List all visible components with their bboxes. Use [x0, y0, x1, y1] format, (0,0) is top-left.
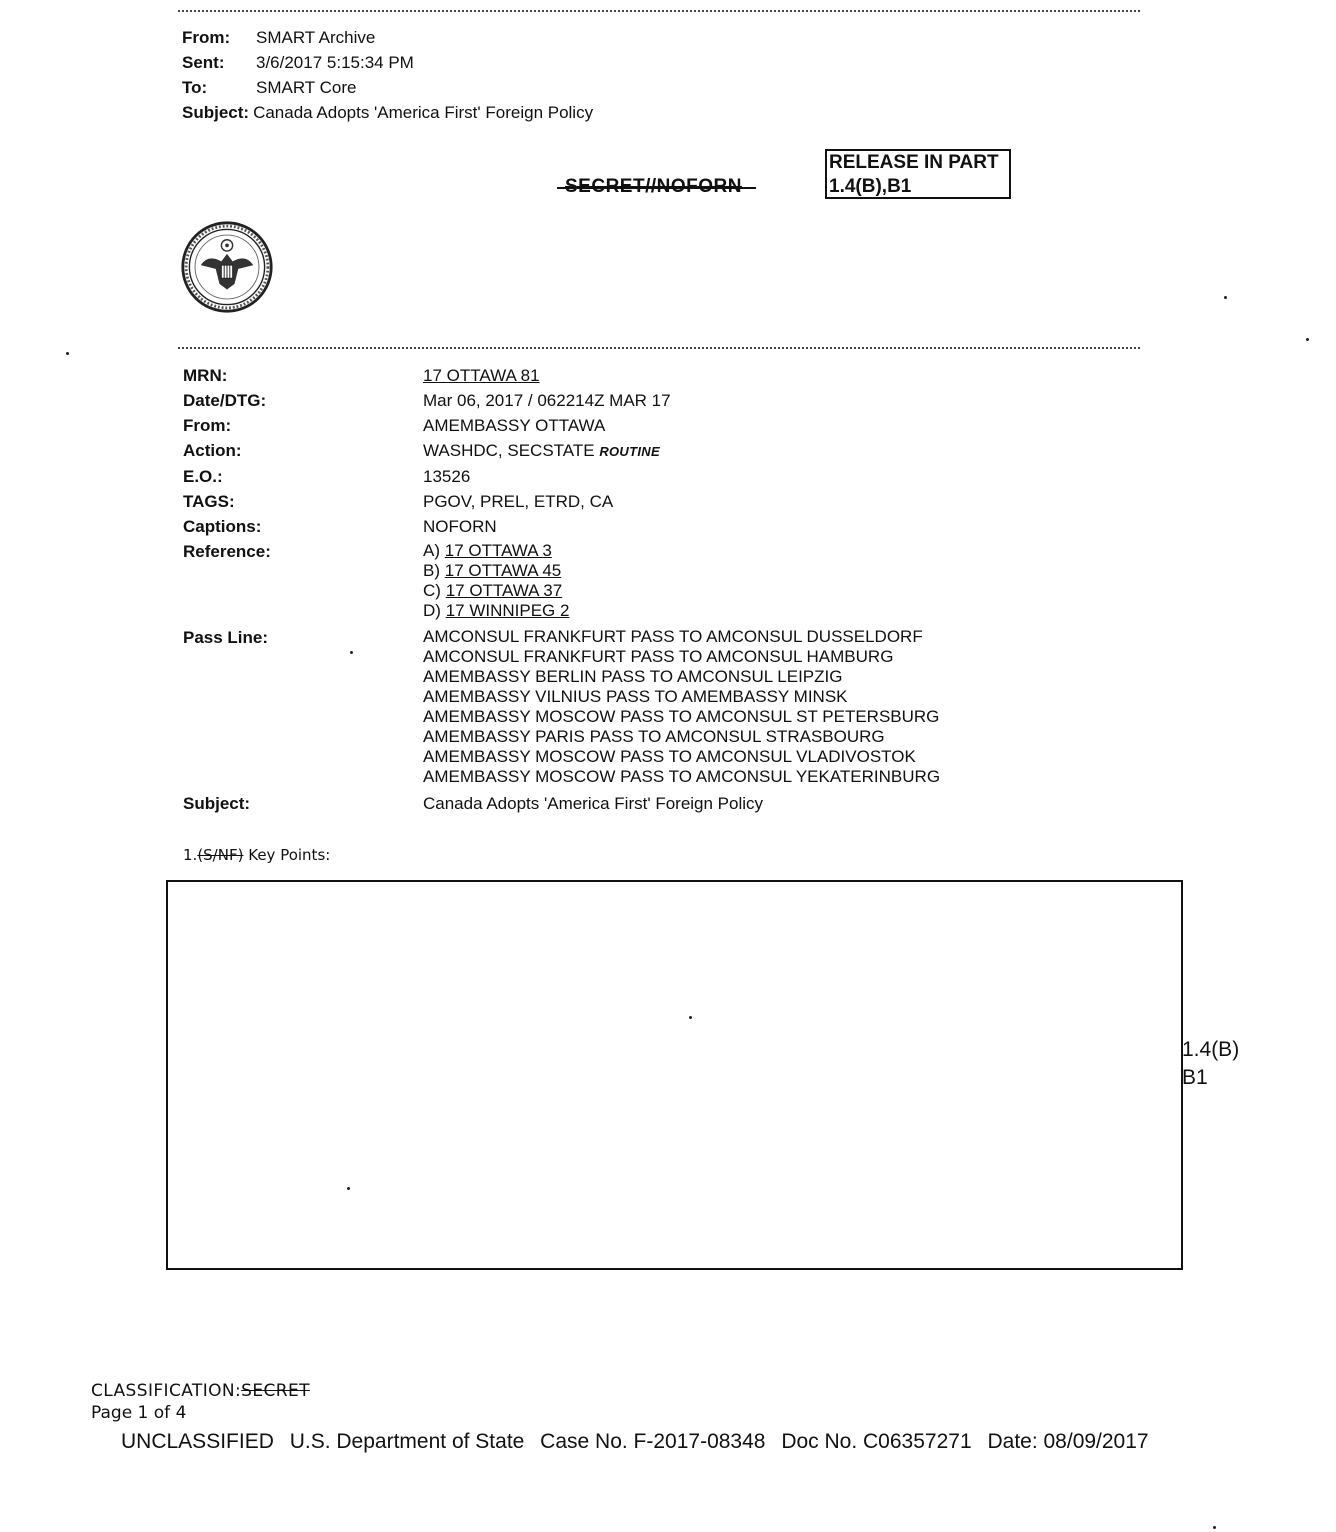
pass-line-item: AMEMBASSY VILNIUS PASS TO AMEMBASSY MINSK [423, 687, 848, 706]
key-points-label: Key Points: [248, 846, 331, 864]
reference-link[interactable]: 17 OTTAWA 3 [444, 541, 552, 560]
release-in-part-stamp [825, 149, 1011, 199]
reference-link[interactable]: 17 OTTAWA 37 [445, 581, 563, 600]
redacted-content-box [166, 880, 1183, 1270]
action-value [423, 438, 660, 464]
email-sent-value: 3/6/2017 5:15:34 PM [256, 53, 414, 72]
footer-unclassified: UNCLASSIFIED [121, 1430, 274, 1453]
scan-speck [689, 1016, 692, 1019]
email-from-row [182, 25, 593, 50]
reference-link[interactable]: 17 WINNIPEG 2 [445, 601, 570, 620]
date-value: Mar 06, 2017 / 062214Z MAR 17 [423, 391, 671, 410]
action-recipient: WASHDC, SECSTATE [423, 441, 595, 460]
tags-row [183, 489, 940, 514]
scan-speck [1213, 1526, 1216, 1529]
eo-value: 13526 [423, 467, 471, 486]
reference-label: Reference: [183, 542, 271, 561]
pass-line-list [423, 625, 940, 791]
reference-link[interactable]: 17 OTTAWA 45 [444, 561, 562, 580]
mrn-value: 17 OTTAWA 81 [423, 366, 540, 385]
pass-line-item: AMEMBASSY BERLIN PASS TO AMCONSUL LEIPZIG [423, 667, 843, 686]
reference-row [183, 539, 940, 625]
reference-item [423, 581, 569, 601]
reference-item [423, 601, 569, 621]
exemption-line2: B1 [1182, 1066, 1208, 1089]
key-points-number: 1. [183, 846, 198, 864]
email-to-label: To: [182, 78, 208, 97]
reference-prefix: D) [423, 601, 441, 620]
footer-case-number: Case No. F-2017-08348 [540, 1430, 766, 1453]
pass-line-item: AMEMBASSY PARIS PASS TO AMCONSUL STRASBOURG [423, 727, 885, 746]
footer-date: Date: 08/09/2017 [987, 1430, 1149, 1453]
pass-line-row [183, 625, 940, 791]
footer-page-number: Page 1 of 4 [91, 1403, 187, 1423]
captions-value: NOFORN [423, 517, 497, 536]
subject-value: Canada Adopts 'America First' Foreign Policy [423, 794, 764, 813]
from-row [183, 413, 940, 438]
pass-line-label: Pass Line: [183, 628, 269, 647]
reference-list [423, 539, 569, 625]
key-points-marking: (S/NF) [197, 846, 244, 864]
exemption-code [1182, 1036, 1239, 1092]
release-stamp-line2: 1.4(B),B1 [829, 176, 912, 197]
email-to-row [182, 75, 593, 100]
header-divider-rule [178, 347, 1140, 349]
tags-label: TAGS: [183, 492, 235, 511]
exemption-line1: 1.4(B) [1182, 1038, 1240, 1061]
reference-prefix: A) [423, 541, 440, 560]
email-from-value: SMART Archive [256, 28, 376, 47]
scan-speck [347, 1187, 350, 1190]
reference-item [423, 561, 569, 581]
footer-classification-value: SECRET [241, 1381, 310, 1401]
mrn-label: MRN: [183, 366, 228, 385]
from-value: AMEMBASSY OTTAWA [423, 416, 606, 435]
action-priority: ROUTINE [599, 444, 660, 459]
scan-speck [66, 352, 69, 355]
mrn-row [183, 363, 940, 388]
email-subject-row [182, 100, 593, 125]
top-dotted-rule [178, 10, 1140, 12]
scan-speck [1306, 338, 1309, 341]
captions-label: Captions: [183, 517, 262, 536]
footer-doc-number: Doc No. C06357271 [781, 1430, 972, 1453]
release-stamp-line1: RELEASE IN PART [829, 152, 999, 173]
subject-row [183, 791, 940, 816]
scan-speck [350, 651, 353, 654]
footer-release-line [121, 1430, 1159, 1454]
date-label: Date/DTG: [183, 391, 267, 410]
eo-label: E.O.: [183, 467, 223, 486]
email-from-label: From: [182, 28, 231, 47]
email-subject-label: Subject: [182, 103, 250, 122]
captions-row [183, 514, 940, 539]
email-sent-row [182, 50, 593, 75]
scan-speck [1224, 296, 1227, 299]
reference-prefix: C) [423, 581, 441, 600]
pass-line-item: AMEMBASSY MOSCOW PASS TO AMCONSUL ST PETERSBURG [423, 707, 940, 726]
pass-line-item: AMCONSUL FRANKFURT PASS TO AMCONSUL DUSSELDORF [423, 627, 923, 646]
key-points-heading [183, 846, 330, 864]
eo-row [183, 464, 940, 489]
action-row [183, 438, 940, 464]
from-label: From: [183, 416, 232, 435]
footer-classification-label: CLASSIFICATION: [91, 1381, 242, 1401]
footer-agency: U.S. Department of State [289, 1430, 525, 1453]
cable-metadata [183, 363, 940, 816]
reference-prefix: B) [423, 561, 440, 580]
subject-label: Subject: [183, 794, 251, 813]
email-subject-value: Canada Adopts 'America First' Foreign Policy [253, 103, 594, 122]
email-to-value: SMART Core [256, 78, 357, 97]
tags-value: PGOV, PREL, ETRD, CA [423, 492, 614, 511]
email-header [182, 25, 593, 125]
pass-line-item: AMEMBASSY MOSCOW PASS TO AMCONSUL VLADIVOSTOK [423, 747, 916, 766]
reference-item [423, 541, 569, 561]
pass-line-item: AMCONSUL FRANKFURT PASS TO AMCONSUL HAMBURG [423, 647, 894, 666]
pass-line-item: AMEMBASSY MOSCOW PASS TO AMCONSUL YEKATERINBURG [423, 767, 941, 786]
classification-marking: SECRET//NOFORN [565, 176, 742, 197]
action-label: Action: [183, 441, 242, 460]
footer-classification [91, 1381, 310, 1401]
date-row [183, 388, 940, 413]
department-of-state-seal-icon [180, 220, 274, 314]
email-sent-label: Sent: [182, 53, 225, 72]
